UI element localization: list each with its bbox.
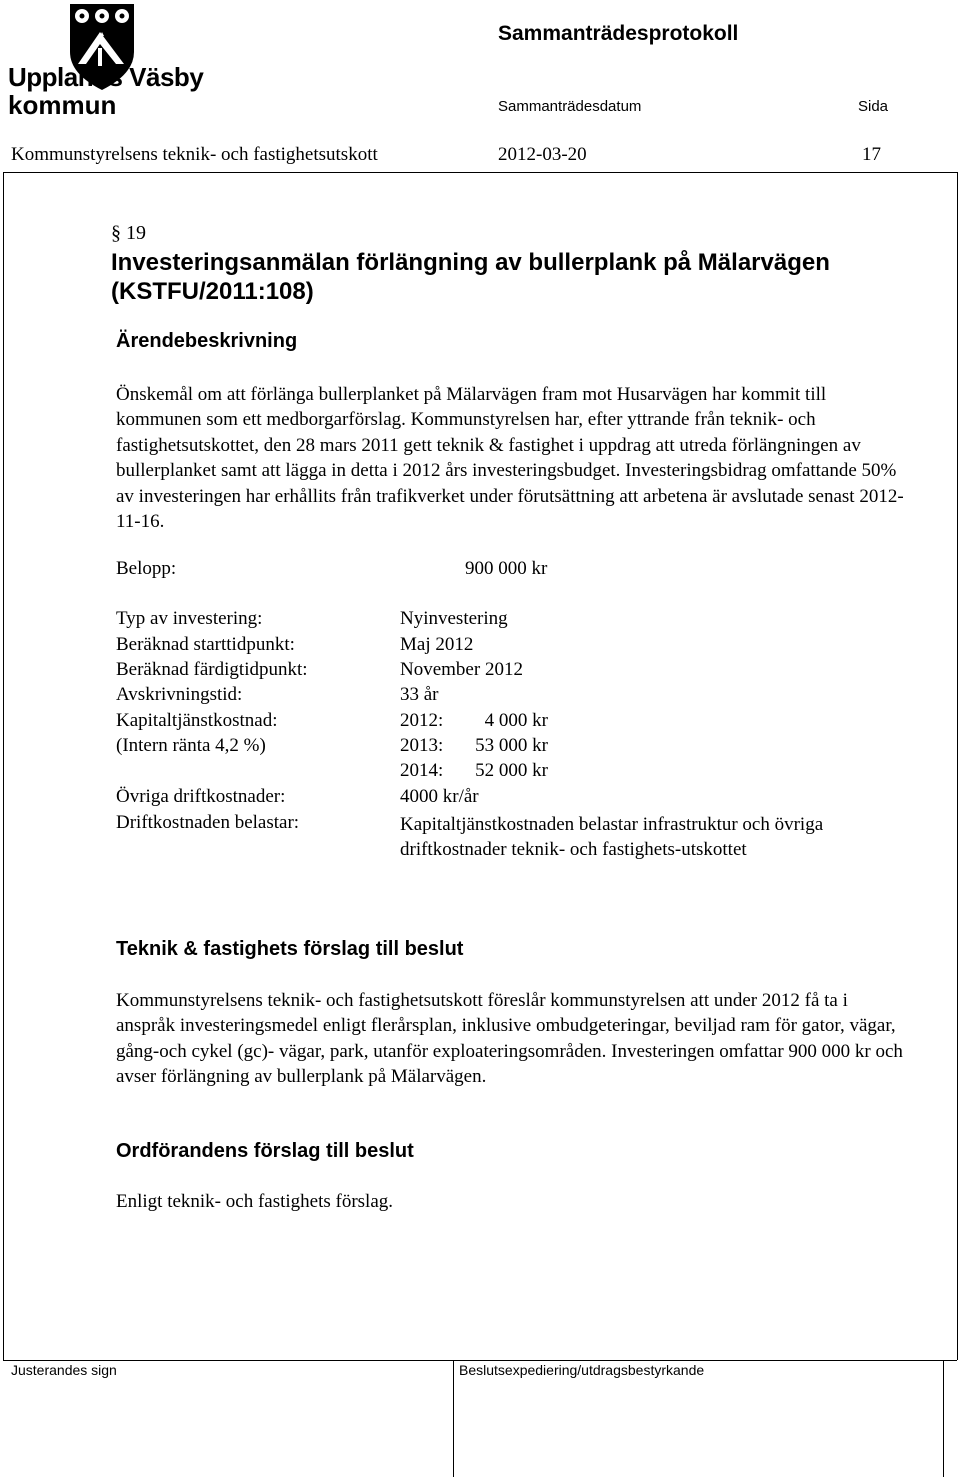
type-label: Typ av investering:: [116, 608, 263, 629]
depreciation-value: 33 år: [400, 684, 439, 705]
amount-label: Belopp:: [116, 558, 177, 579]
start-value: Maj 2012: [400, 634, 474, 655]
charge-to-value: Kapitaltjänstkostnaden belastar infrastruktur och övriga driftkostnader teknik- och fastighets-utskottet: [400, 814, 824, 861]
start-label: Beräknad starttidpunkt:: [116, 634, 295, 655]
capital-cost-year: 2014:: [400, 760, 444, 781]
footer-dispatch-label: Beslutsexpediering/utdragsbestyrkande: [459, 1362, 705, 1378]
charge-to-label: Driftkostnaden belastar:: [116, 812, 300, 833]
end-value: November 2012: [400, 659, 523, 680]
chair-text: Enligt teknik- och fastighets förslag.: [116, 1191, 394, 1212]
amount-value: 900 000 kr: [465, 558, 548, 579]
proposal-heading: Teknik & fastighets förslag till beslut: [116, 938, 464, 960]
capital-cost-label: Kapitaltjänstkostnad:: [116, 710, 278, 731]
capital-cost-row: [400, 710, 548, 732]
capital-cost-row: [400, 735, 548, 757]
footer-sign-label: Justerandes sign: [11, 1362, 117, 1378]
page-label: Sida: [858, 98, 889, 115]
page-number: 17: [862, 144, 881, 165]
frame-left-border: [3, 172, 4, 1360]
section-number: § 19: [111, 222, 146, 244]
footer-border: [3, 1360, 957, 1361]
chair-heading: Ordförandens förslag till beslut: [116, 1140, 414, 1162]
meeting-date-label: Sammanträdesdatum: [498, 98, 642, 115]
footer-divider: [943, 1360, 944, 1477]
type-value: Nyinvestering: [400, 608, 508, 629]
interest-label: (Intern ränta 4,2 %): [116, 735, 266, 756]
depreciation-label: Avskrivningstid:: [116, 684, 243, 705]
capital-cost-amount: 52 000 kr: [475, 760, 548, 781]
other-costs-label: Övriga driftkostnader:: [116, 786, 286, 807]
description-text: Önskemål om att förlänga bullerplanket på Mälarvägen fram mot Husarvägen har kommit till kommunen som ett medborgarförslag. Kommunstyrelsen har, efter yttrande från teknik- och fastighetsutskottet, den 28 mars 2011 gett teknik & fastighet i uppdrag att utreda förlängningen av bullerplanket samt att lägga in detta i 2012 års investeringsbudget. Investeringsbidrag omfattande 50% av investeringen har erhållits från trafikverket under förutsättning att arbetena är avslutade senast 2012-11-16.: [116, 384, 904, 533]
capital-cost-amount: 4 000 kr: [484, 710, 548, 731]
municipality-name: Upplands Väsby: [8, 62, 204, 92]
footer-divider: [453, 1360, 454, 1477]
municipality-kommun: kommun: [8, 90, 117, 120]
committee-name: Kommunstyrelsens teknik- och fastighetsutskott: [11, 144, 378, 165]
other-costs-value: 4000 kr/år: [400, 786, 479, 807]
capital-cost-year: 2013:: [400, 735, 444, 756]
section-title: Investeringsanmälan förlängning av bullerplank på Mälarvägen (KSTFU/2011:108): [111, 249, 830, 305]
end-label: Beräknad färdigtidpunkt:: [116, 659, 308, 680]
description-heading: Ärendebeskrivning: [116, 330, 298, 352]
capital-cost-row: [400, 760, 548, 782]
frame-top-border: [3, 172, 957, 173]
document-title: Sammanträdesprotokoll: [498, 22, 739, 45]
meeting-date: 2012-03-20: [498, 144, 587, 165]
proposal-text: Kommunstyrelsens teknik- och fastighetsutskott föreslår kommunstyrelsen att under 2012 få ta i anspråk investeringsmedel enligt flerårsplan, inklusive ombudgeteringar, beviljad ram för gator, vägar, gång-och cykel (gc)- vägar, park, utanför exploateringsområden. Investeringen omfattar 900 000 kr och avser förlängning av bullerplank på Mälarvägen.: [116, 990, 903, 1088]
capital-cost-year: 2012:: [400, 710, 444, 731]
municipality-logo: [8, 2, 204, 124]
frame-right-border: [957, 172, 958, 1360]
capital-cost-amount: 53 000 kr: [475, 735, 548, 756]
